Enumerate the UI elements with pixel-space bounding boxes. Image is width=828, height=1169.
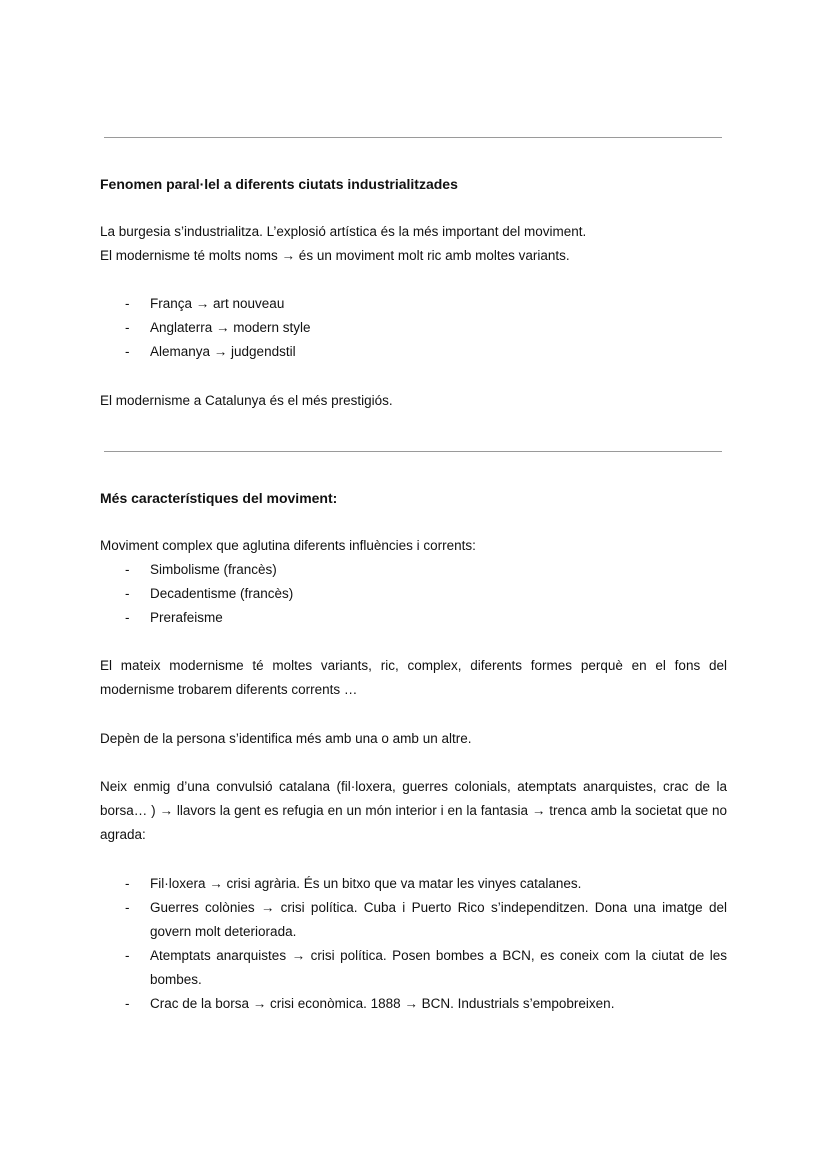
section-1-intro — [100, 220, 727, 268]
list-item: - Anglaterra → modern style — [125, 320, 311, 335]
list-item: - Guerres colònies → crisi política. Cuba i Puerto Rico s’independitzen. Dona una imatge del govern molt deteriorada. — [125, 900, 727, 939]
closing-text: El modernisme a Catalunya és el més prestigiós. — [100, 393, 393, 408]
paragraph: El mateix modernisme té moltes variants, ric, complex, diferents formes perquè en el fons del modernisme trobarem diferents corrents … — [100, 658, 727, 697]
divider-middle — [104, 451, 722, 452]
text-line: La burgesia s’industrialitza. L’explosió artística és la més important del moviment. — [100, 224, 587, 239]
variants-list — [100, 292, 727, 364]
influences-block — [100, 534, 727, 630]
list-item: - Atemptats anarquistes → crisi política. Posen bombes a BCN, es coneix com la ciutat de les bombes. — [125, 948, 727, 987]
list-item: - Decadentisme (francès) — [125, 586, 294, 601]
paragraph: Depèn de la persona s’identifica més amb una o amb un altre. — [100, 731, 472, 746]
causes-list — [100, 872, 727, 1016]
section-1 — [100, 172, 727, 196]
paragraph: Neix enmig d’una convulsió catalana (fil·loxera, guerres colonials, atemptats anarquistes, crac de la borsa… ) → llavors la gent es refugia en un món interior i en la fantasia → trenca amb la societat que no agrada: — [100, 779, 727, 842]
divider-top — [104, 137, 722, 138]
section-heading: Fenomen paral·lel a diferents ciutats industrialitzades — [100, 176, 458, 192]
list-item: - Alemanya → judgendstil — [125, 344, 296, 359]
section-heading: Més característiques del moviment: — [100, 490, 338, 506]
list-item: - Crac de la borsa → crisi econòmica. 1888 → BCN. Industrials s’empobreixen. — [125, 996, 615, 1011]
list-item: - Fil·loxera → crisi agrària. És un bitxo que va matar les vinyes catalanes. — [125, 876, 582, 891]
list-item: - Prerafeisme — [125, 610, 223, 625]
intro-text: Moviment complex que aglutina diferents influències i corrents: — [100, 538, 476, 553]
list-item: - Simbolisme (francès) — [125, 562, 277, 577]
text-line: El modernisme té molts noms → és un moviment molt ric amb moltes variants. — [100, 248, 570, 263]
list-item: - França → art nouveau — [125, 296, 285, 311]
